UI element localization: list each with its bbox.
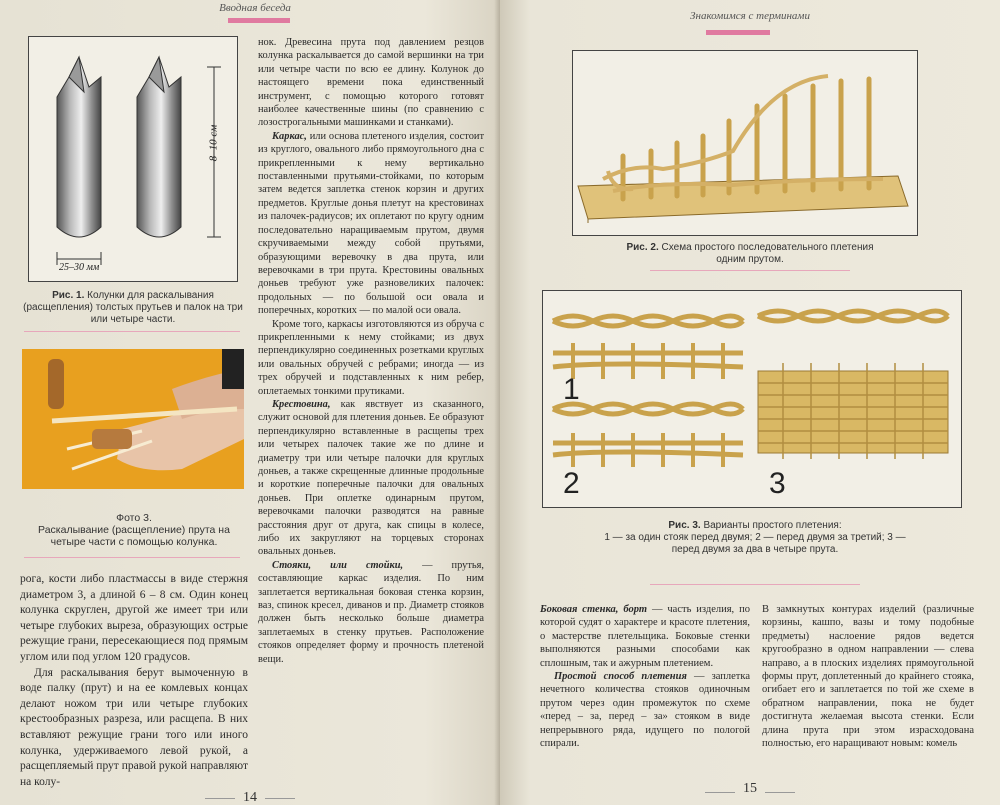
left-pageno-line-left xyxy=(205,798,235,799)
left-pageno-line-right xyxy=(265,798,295,799)
paragraph: рога, кости либо пластмассы в виде стержня диаметром 3, а длиной 6 – 8 см. Один конец колунка скруглен, другой же имеет три или четыре глубоких выреза, образующих острые режущие грани, пересекающиеся под прямым углом или под углом 120 градусов. xyxy=(20,573,248,663)
left-page-right-column xyxy=(258,36,484,666)
term-karkas: Каркас, xyxy=(272,130,307,142)
term-stoyki: Стояки, или стойки, xyxy=(272,559,404,571)
figure-1-caption xyxy=(20,290,246,326)
term-krestovina-definition: как явствует из сказанного, служит основой для плетения доньев. Ее образуют перпендикулярно вставленные в расщепы трех или четырех палочек такие же по длине и диаметру три или четыре палочки для круглых доньев, а также скрещенные длинные продольные и короткие поперечные палочки для овальных доньев. При оплетке одинарным прутом, веревочками палочки разводятся на равные расстояния друг от друга, как спицы в колесе, либо их закругляют на торцевых сторонах овальных доньев. xyxy=(258,398,484,558)
figure-2-frame xyxy=(572,50,918,236)
left-divider-1 xyxy=(24,331,240,332)
term-karkas-definition: или основа плетеного изделия, состоит из круглого, овального либо прямоугольного дна с прикрепленными к нему вертикально поставленными прутьями-стойками, по которым затем ведется заплетка стенок корзин и других предметов. Круглые донья плетут на крестовинах из палочек-радиусов; их оплетают по кругу одним последовательно наращиваемым прутом, двумя скручиваемыми между собой прутьями, образующими веревочку в два прута, или веревочками в три прута. Крестовины овальных доньев требуют уже разновеликих палочек: продольных — по большой оси овала и поперечных, коротких — по малой оси овала. xyxy=(258,130,484,317)
left-page-number: 14 xyxy=(243,790,257,805)
figure-1-width-label: 25–30 мм xyxy=(59,262,100,273)
right-pageno-line-left xyxy=(705,792,735,793)
variant-label-2: 2 xyxy=(563,467,580,500)
figure-2-caption-label: Рис. 2. xyxy=(626,242,659,253)
figure-2-caption-text: Схема простого последовательного плетения одним прутом. xyxy=(661,242,874,265)
right-divider-2 xyxy=(650,584,860,585)
term-krestovina: Крестовина, xyxy=(272,398,331,410)
right-running-head: Знакомимся с терминами xyxy=(690,10,810,22)
term-prostoi-sposob-definition: — заплетка нечетного количества стояков одиночным прутом через один промежуток по схеме «перед – за, перед – за» стояком в виде непрерывного ряда, идущего по пологой спирали. xyxy=(540,671,750,750)
colunok-illustration xyxy=(29,37,236,280)
photo-3-caption-text: Раскалывание (расщепление) прута на четыре части с помощью колунка. xyxy=(38,524,230,548)
term-bokovaya-stenka: Боковая стенка, борт xyxy=(540,604,647,615)
right-page xyxy=(500,0,1000,805)
left-head-accent xyxy=(228,18,290,23)
weaving-variants-illustration xyxy=(543,291,960,506)
figure-3-caption-label: Рис. 3. xyxy=(668,520,701,531)
paragraph xyxy=(258,559,484,666)
term-prostoi-sposob: Простой способ плетения xyxy=(554,671,687,683)
right-head-accent xyxy=(706,30,770,35)
photo-3-caption-label: Фото 3. xyxy=(116,512,152,524)
figure-2-caption xyxy=(620,242,880,266)
term-stoyki-definition: — прутья, составляющие каркас изделия. По ним заплетается вертикальная боковая стенка корзин, ваз, спинок кресел, диванов и пр. Диаметр стояков должен быть несколько больше диаметра заплетаемых в стенку прутьев. Расположение стояков определяет форму и прочность плетеной вещи. xyxy=(258,559,484,665)
paragraph xyxy=(258,398,484,559)
photo-3 xyxy=(22,349,244,489)
right-page-number: 15 xyxy=(743,781,757,796)
right-divider-1 xyxy=(650,270,850,271)
left-running-head: Вводная беседа xyxy=(219,2,291,14)
figure-1-frame xyxy=(28,36,238,282)
figure-3-caption-items: 1 — за один стояк перед двумя; 2 — перед двумя за третий; 3 — перед двумя за два в четыре прута. xyxy=(604,532,906,555)
figure-3-caption xyxy=(590,520,920,556)
paragraph: нок. Древесина прута под давлением резцов колунка раскалывается до самой вершинки на три или четыре части по всю ее длину. Колунок до настоящего времени пока единственный инструмент, с помощью которого готовят наиболее качественные шины (по сравнению с лозострогальными машинками и станками). xyxy=(258,37,484,129)
photo-3-caption xyxy=(22,512,246,548)
paragraph xyxy=(540,670,750,750)
paragraph: Кроме того, каркасы изготовляются из обруча с прикрепленными к нему стойками; из двух перпендикулярно соединенных розетками круглых или овальных обручей с ребрами; иногда — из трех обручей и подставленных к ним ребер, оплетаемых тонкими прутиками. xyxy=(258,318,484,397)
figure-1-caption-label: Рис. 1. xyxy=(52,290,85,301)
paragraph xyxy=(258,130,484,318)
figure-1-caption-text: Колунки для раскалывания (расщепления) толстых прутьев и палок на три или четыре части. xyxy=(23,290,243,325)
right-page-right-column xyxy=(762,603,974,750)
figure-3-frame xyxy=(542,290,962,508)
weaving-scheme-illustration xyxy=(573,51,916,234)
paragraph: В замкнутых контурах изделий (различные корзины, кашпо, вазы и тому подобные предметы) наслоение рядов ведется кругообразно в одном направлении — слева направо, а в плоских изделиях прямоугольной формы прут, доплетенный до крайнего стояка, огибает его и заплетается по той же схеме в обратном направлении, пока не будет достигнута желаемая высота стенки. Если длина прута при этом израсходована полностью, его наращивают новым: комель xyxy=(762,604,974,750)
right-pageno-line-right xyxy=(765,792,795,793)
variant-label-1: 1 xyxy=(563,373,580,406)
figure-1-height-label: 8–10 см xyxy=(207,124,220,162)
right-page-left-column xyxy=(540,603,750,750)
left-column-body xyxy=(20,572,248,790)
photo-3-image xyxy=(22,349,244,489)
figure-3-caption-text: Варианты простого плетения: xyxy=(703,520,842,531)
paragraph xyxy=(540,603,750,670)
paragraph: Для раскалывания берут вымоченную в воде палку (прут) и на ее комлевых концах делают ножом три или четыре глубоких крестообразных разреза, или расщепа. В них вставляют режущие грани того или иного колунка, удерживаемого левой рукой, а расщепляемый прут правой рукой направляют на колу- xyxy=(20,666,248,788)
term-bokovaya-stenka-definition: — часть изделия, по которой судят о характере и красоте плетения, о мастерстве плетельщика. Боковые стенки выполняются разными способами как сплошным, так и ажурным плетением. xyxy=(540,604,750,669)
variant-label-3: 3 xyxy=(769,467,786,500)
left-divider-2 xyxy=(24,557,240,558)
